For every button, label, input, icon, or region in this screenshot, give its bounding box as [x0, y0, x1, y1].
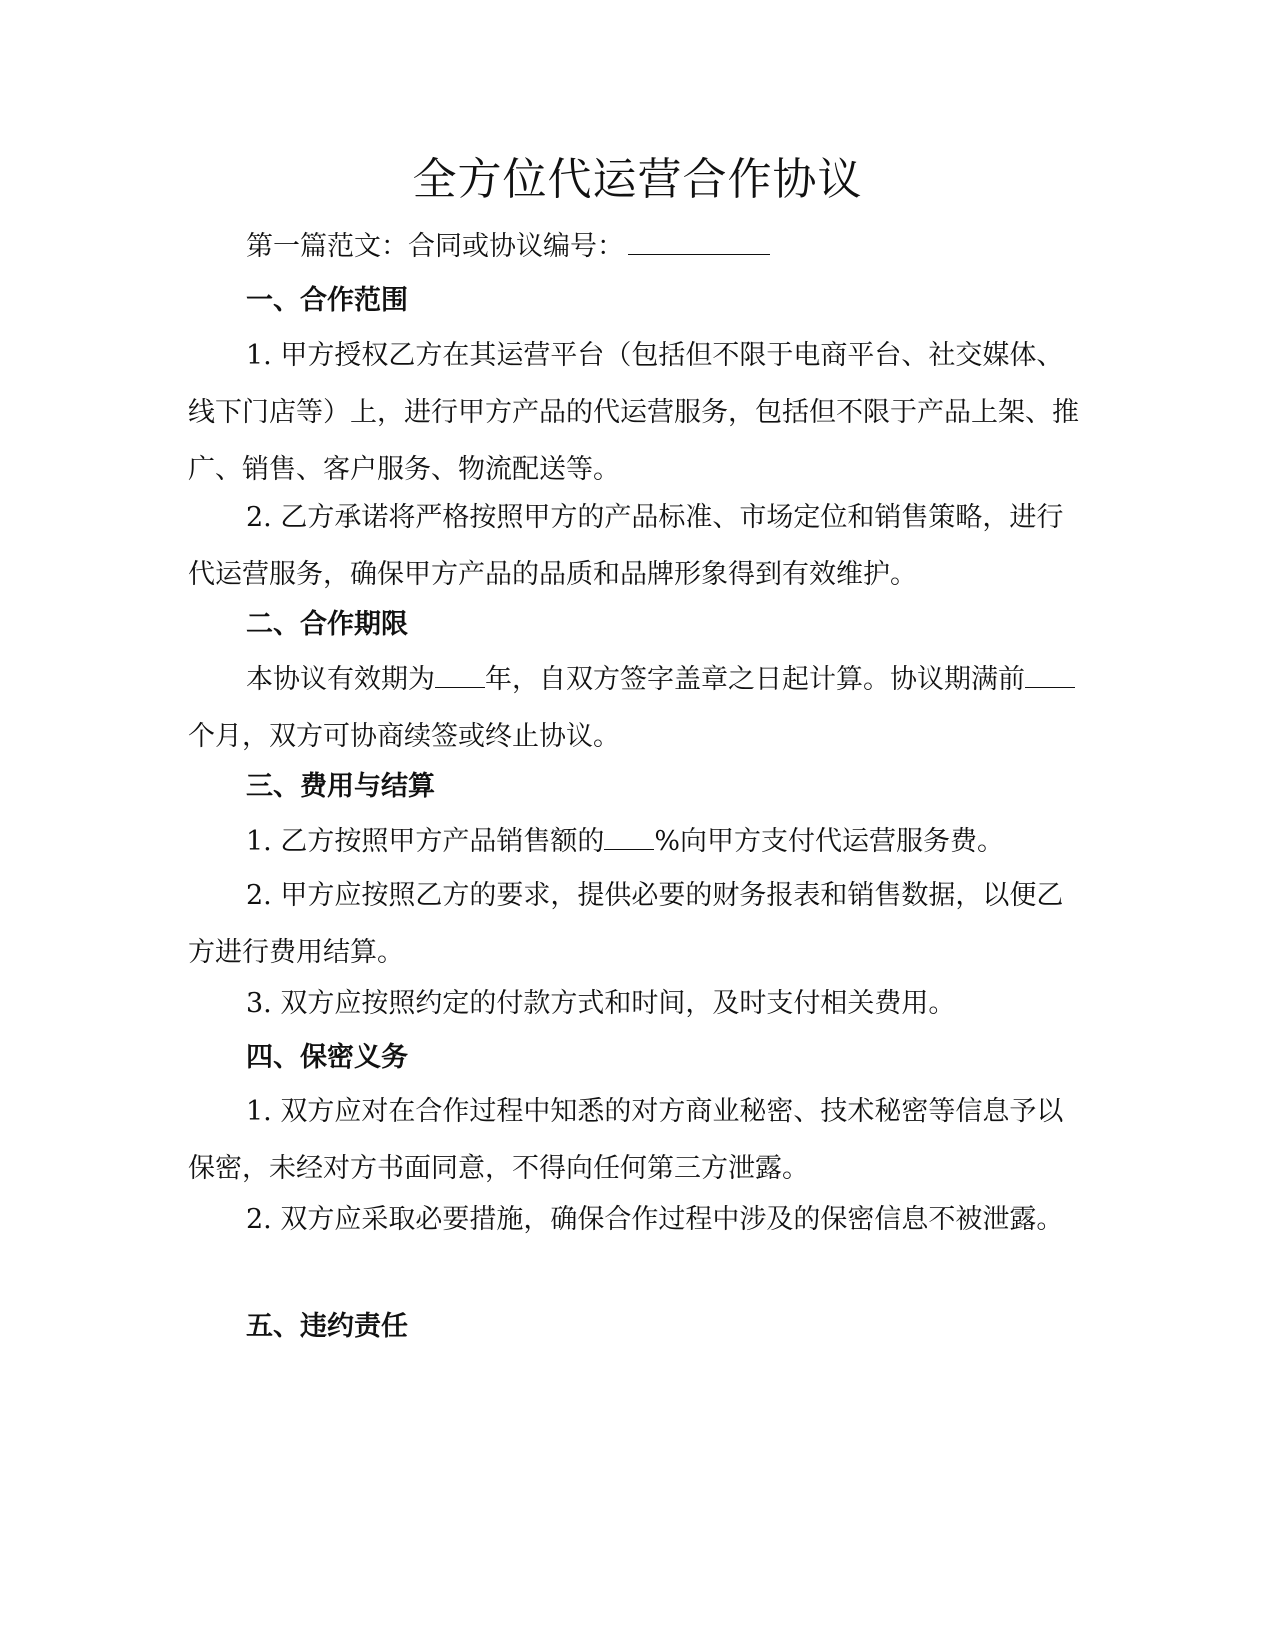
section-heading-liability: 五、违约责任	[246, 1311, 408, 1342]
document-title: 全方位代运营合作协议	[412, 154, 863, 205]
section-heading-fees: 三、费用与结算	[246, 771, 435, 802]
term-years-blank	[435, 663, 485, 688]
section-heading-scope: 一、合作范围	[246, 285, 408, 316]
confidentiality-paragraph-1: 1. 双方应对在合作过程中知悉的对方商业秘密、技术秘密等信息予以保密，未经对方书面同意，不得向任何第三方泄露。	[188, 1096, 1064, 1184]
intro-line	[188, 218, 1088, 275]
term-text-b: 年，自双方签字盖章之日起计算。协议期满前	[485, 664, 1025, 695]
term-months-blank	[1025, 663, 1075, 688]
fees-text-b: %向甲方支付代运营服务费。	[654, 826, 1004, 857]
scope-paragraph-2: 2. 乙方承诺将严格按照甲方的产品标准、市场定位和销售策略，进行代运营服务，确保甲方产品的品质和品牌形象得到有效维护。	[188, 502, 1064, 590]
fees-percent-blank	[604, 825, 654, 850]
section-heading-confidentiality: 四、保密义务	[246, 1042, 408, 1073]
scope-paragraph-1: 1. 甲方授权乙方在其运营平台（包括但不限于电商平台、社交媒体、线下门店等）上，进行甲方产品的代运营服务，包括但不限于产品上架、推广、销售、客户服务、物流配送等。	[188, 340, 1079, 485]
confidentiality-paragraph-2: 2. 双方应采取必要措施，确保合作过程中涉及的保密信息不被泄露。	[246, 1204, 1064, 1235]
fees-paragraph-2: 2. 甲方应按照乙方的要求，提供必要的财务报表和销售数据，以便乙方进行费用结算。	[188, 880, 1064, 968]
term-paragraph	[188, 651, 1088, 765]
term-text-a: 本协议有效期为	[246, 664, 435, 695]
section-heading-term: 二、合作期限	[246, 609, 408, 640]
contract-number-blank	[628, 230, 770, 255]
term-text-c: 个月，双方可协商续签或终止协议。	[188, 721, 620, 752]
contract-number-label: 第一篇范文：合同或协议编号：	[246, 231, 624, 262]
fees-paragraph-1	[188, 813, 1088, 870]
fees-paragraph-3: 3. 双方应按照约定的付款方式和时间，及时支付相关费用。	[246, 988, 956, 1019]
fees-text-a: 1. 乙方按照甲方产品销售额的	[246, 826, 605, 857]
